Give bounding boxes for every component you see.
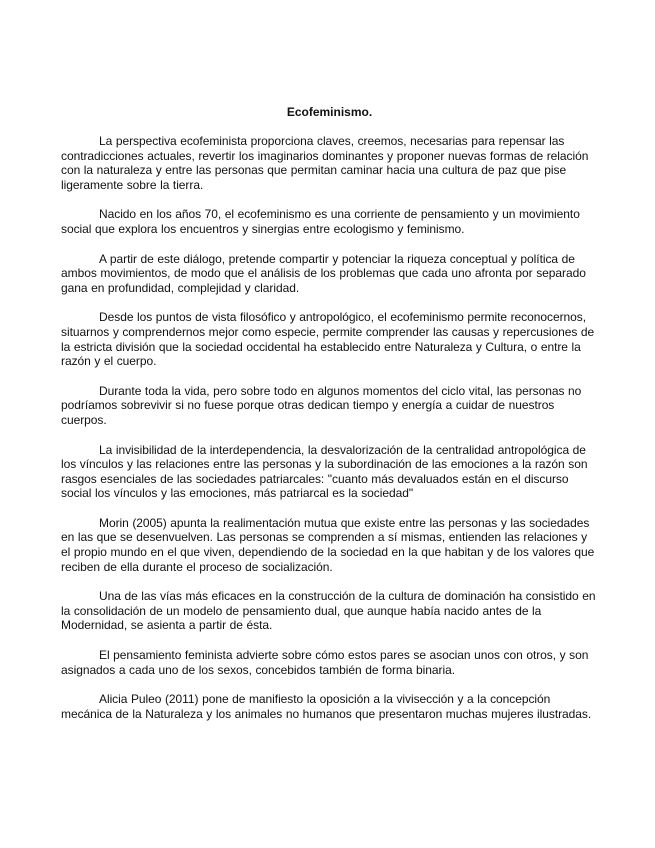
paragraph-1: La perspectiva ecofeminista proporciona claves, creemos, necesarias para repensar las contradicciones actuales, revertir los imaginarios dominantes y proponer nuevas formas de relación con la naturaleza y entre las personas que permitan caminar hacia una cultura de paz que pise ligeramente sobre la tierra. (61, 134, 589, 192)
paragraph-10: Alicia Puleo (2011) pone de manifiesto la oposición a la vivisección y a la concepción mecánica de la Naturaleza y los animales no humanos que presentaron muchas mujeres ilustradas. (61, 692, 592, 721)
paragraph-7: Morin (2005) apunta la realimentación mutua que existe entre las personas y las sociedades en las que se desenvuelven. Las personas se comprenden a sí mismas, entienden las relaciones y el propio mundo en el que viven, dependiendo de la sociedad en la que habitan y de los valores que reciben de ella durante el proceso de socialización. (61, 515, 595, 574)
document-title: Ecofeminismo. (286, 105, 373, 119)
paragraph-3: A partir de este diálogo, pretende compartir y potenciar la riqueza conceptual y política de ambos movimientos, de modo que el análisis de los problemas que cada uno afronta por separado gana en profundidad, complejidad y claridad. (61, 251, 586, 295)
paragraph-2: Nacido en los años 70, el ecofeminismo es una corriente de pensamiento y un movimiento social que explora los encuentros y sinergias entre ecologismo y feminismo. (61, 207, 580, 236)
paragraph-8: Una de las vías más eficaces en la construcción de la cultura de dominación ha consistido en la consolidación de un modelo de pensamiento dual, que aunque había nacido antes de la Modernidad, se asienta a partir de ésta. (61, 589, 596, 633)
document-body (61, 105, 598, 736)
paragraph-9: El pensamiento feminista advierte sobre cómo estos pares se asocian unos con otros, y son asignados a cada uno de los sexos, concebidos también de forma binaria. (61, 648, 589, 677)
paragraph-6: La invisibilidad de la interdependencia, la desvalorización de la centralidad antropológica de los vínculos y las relaciones entre las personas y la subordinación de las emociones a la razón son rasgos esenciales de las sociedades patriarcales: "cuanto más devaluados están en el discurso social los vínculos y las emociones, más patriarcal es la sociedad" (61, 442, 588, 501)
paragraph-4: Desde los puntos de vista filosófico y antropológico, el ecofeminismo permite reconocernos, situarnos y comprendernos mejor como especie, permite comprender las causas y repercusiones de la estricta división que la sociedad occidental ha establecido entre Naturaleza y Cultura, o entre la razón y el cuerpo. (61, 310, 595, 369)
paragraph-5: Durante toda la vida, pero sobre todo en algunos momentos del ciclo vital, las personas no podríamos sobrevivir si no fuese porque otras dedican tiempo y energía a cuidar de nuestros cuerpos. (61, 383, 582, 427)
